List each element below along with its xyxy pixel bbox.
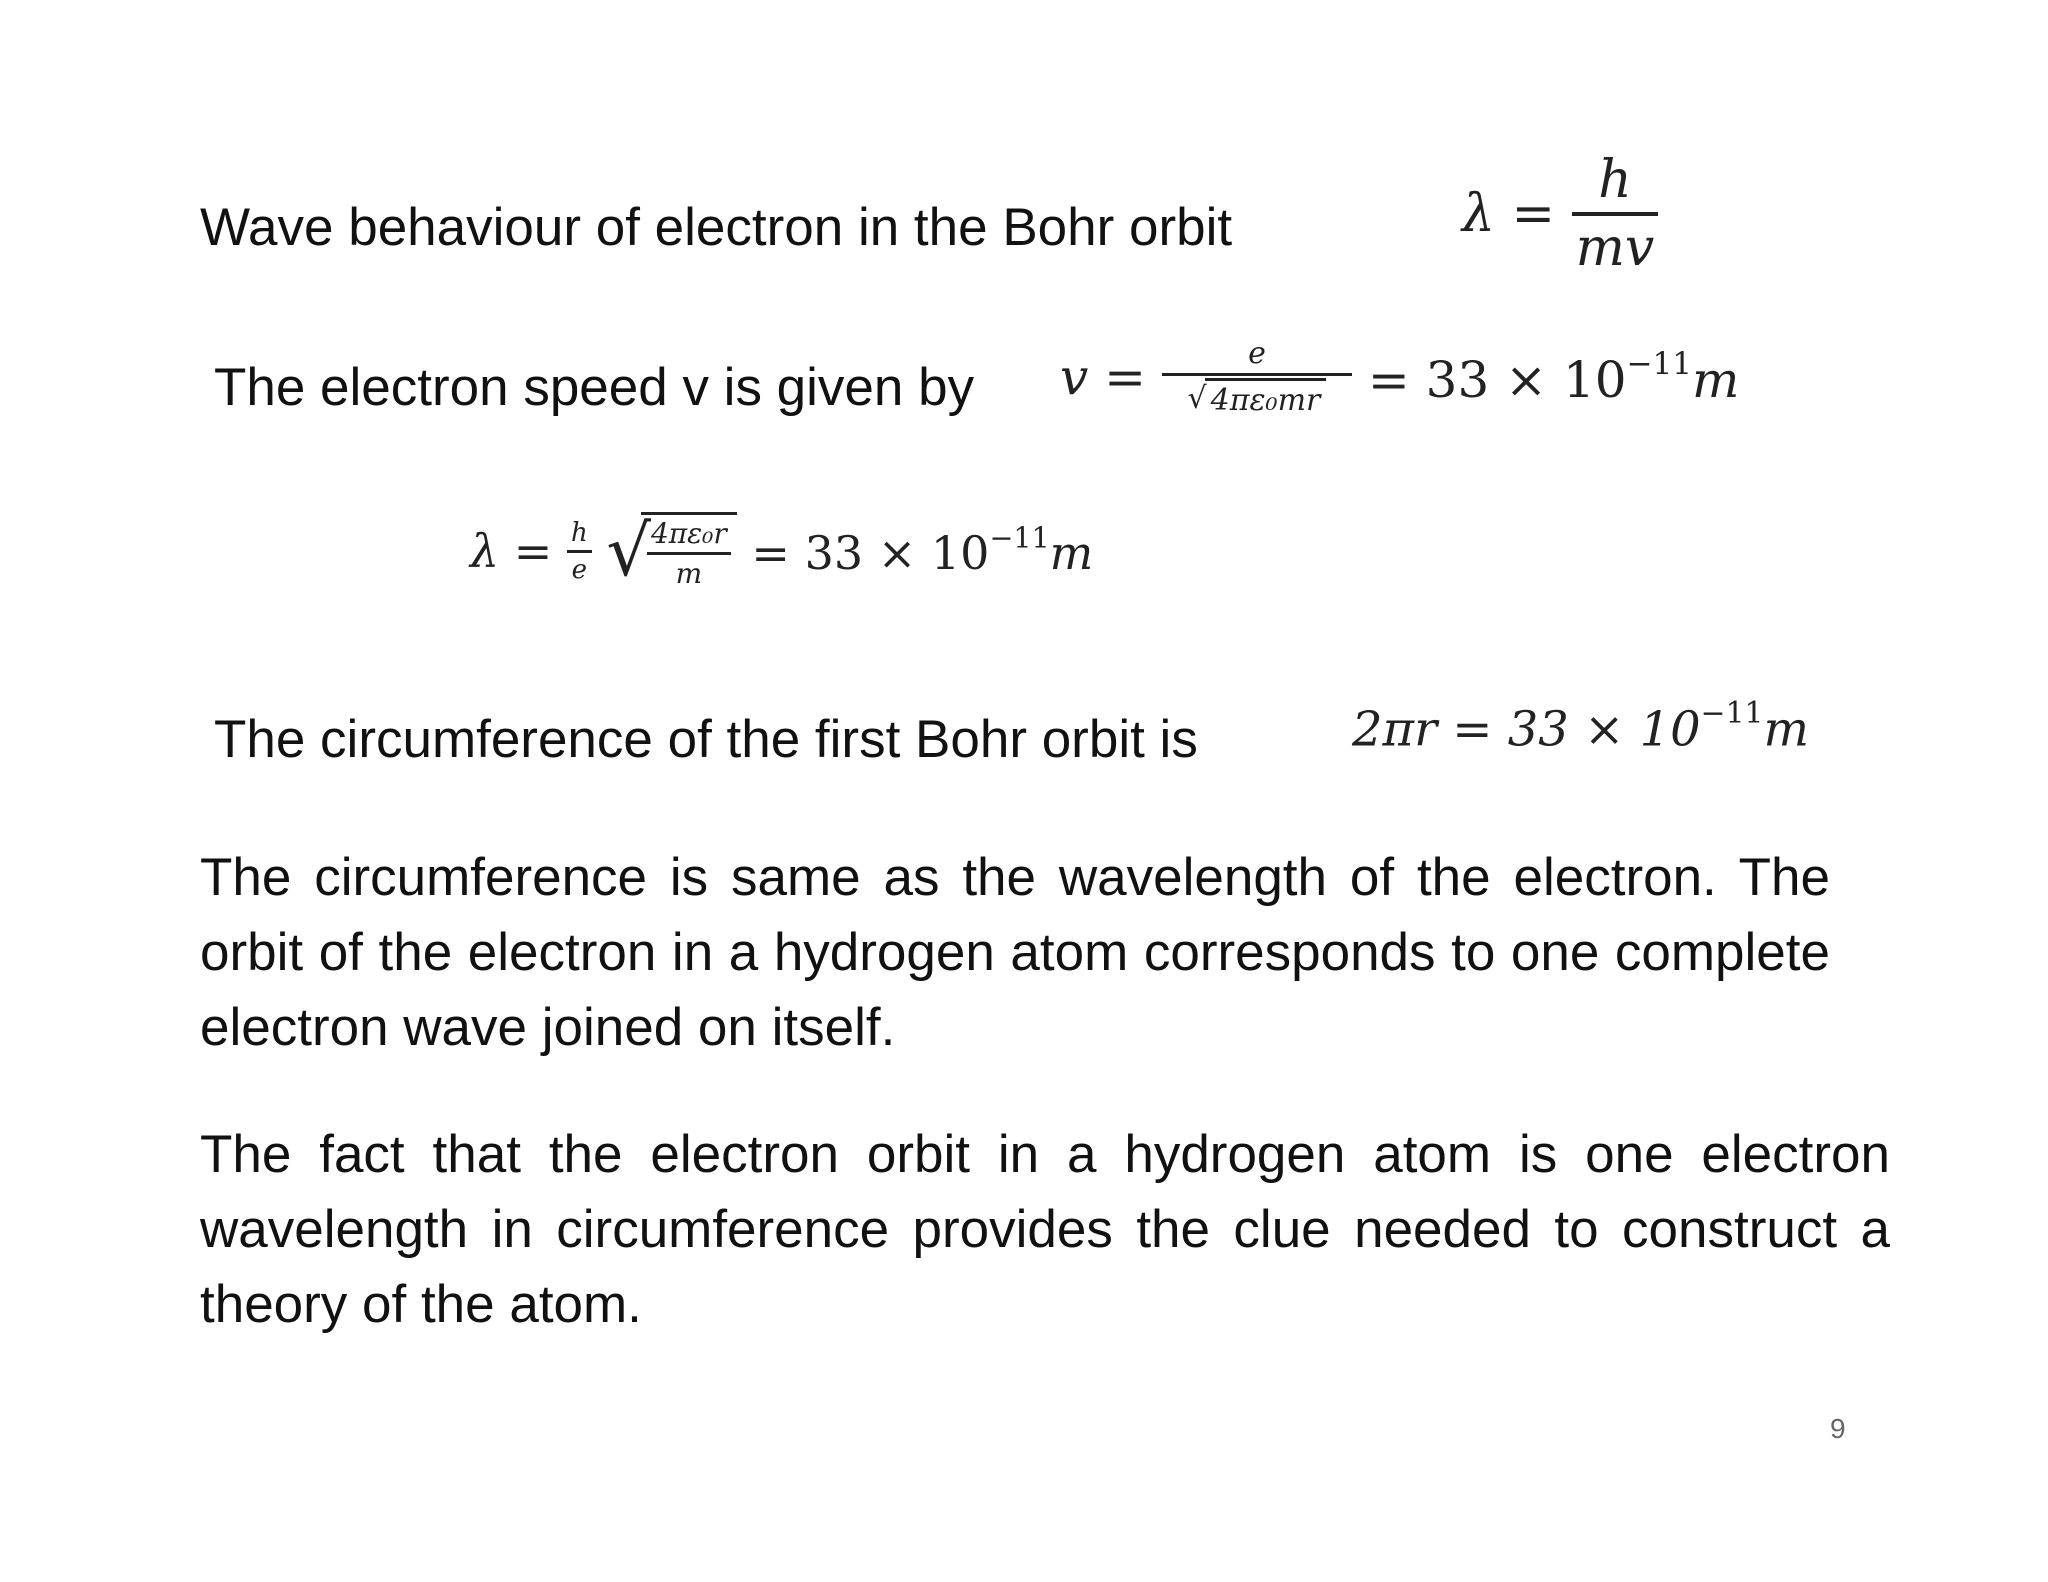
paragraph-theory-clue: The fact that the electron orbit in a hydrogen atom is one electron wavelength in circumference provides the clue needed to construct a theory of the atom. (200, 1125, 1890, 1334)
sqrt-symbol: √ (606, 510, 651, 592)
lambda-value-lhs: λ = (470, 524, 553, 578)
page-number: 9 (1830, 1413, 1846, 1444)
paragraph-circumference-wavelength: The circumference is same as the wavelength of the electron. The orbit of the electron in a hydrogen atom corresponds to one complete electron wave joined on itself. (200, 848, 1830, 1057)
fraction-denominator: mv (1575, 218, 1655, 278)
circumference-intro-line: The circumference of the first Bohr orbit is (214, 710, 1198, 769)
lambda-exponent: −11 (989, 521, 1050, 555)
radicand-fraction (647, 517, 731, 590)
lambda-value-equation (470, 510, 1093, 592)
speed-unit: m (1692, 350, 1740, 409)
circumference-unit: m (1763, 701, 1809, 758)
speed-fraction (1162, 336, 1352, 418)
speed-fraction-bar (1162, 373, 1352, 376)
speed-intro-line: The electron speed v is given by (214, 358, 975, 417)
speed-radicand: 4πε₀mr (1205, 378, 1327, 418)
speed-rhs-value: = 33 × 10 (1367, 350, 1627, 409)
e-denominator: e (571, 554, 588, 585)
radicand-numerator: 4πε₀r (650, 517, 727, 550)
wave-behaviour-line: Wave behaviour of electron in the Bohr orbit (200, 198, 1233, 257)
lambda-fraction (1572, 150, 1659, 278)
h-over-e-fraction (567, 518, 592, 585)
speed-denominator (1162, 378, 1352, 418)
h-over-e-bar (567, 550, 592, 553)
circumference-lhs: 2πr = 33 × 10 (1352, 701, 1701, 758)
lambda-definition-equation (1462, 150, 1658, 278)
lambda-value-rhs (751, 521, 1094, 581)
speed-equation (1060, 336, 1739, 418)
circumference-exponent: −11 (1700, 696, 1764, 731)
lambda-rhs-value: = 33 × 10 (751, 526, 990, 581)
lambda-unit: m (1049, 526, 1094, 581)
speed-numerator: e (1248, 336, 1266, 371)
circumference-equation (1352, 696, 1809, 757)
radicand-denominator: m (675, 557, 703, 590)
sqrt-symbol: √ (1187, 380, 1207, 416)
fraction-numerator: h (1598, 150, 1632, 210)
fraction-bar (1572, 212, 1659, 216)
lambda-lhs: λ = (1462, 184, 1556, 244)
radicand (641, 512, 737, 590)
speed-exponent: −11 (1626, 345, 1692, 382)
speed-rhs (1367, 345, 1740, 409)
radicand-bar (647, 552, 731, 555)
h-numerator: h (570, 517, 588, 548)
speed-lhs: v = (1060, 348, 1147, 406)
